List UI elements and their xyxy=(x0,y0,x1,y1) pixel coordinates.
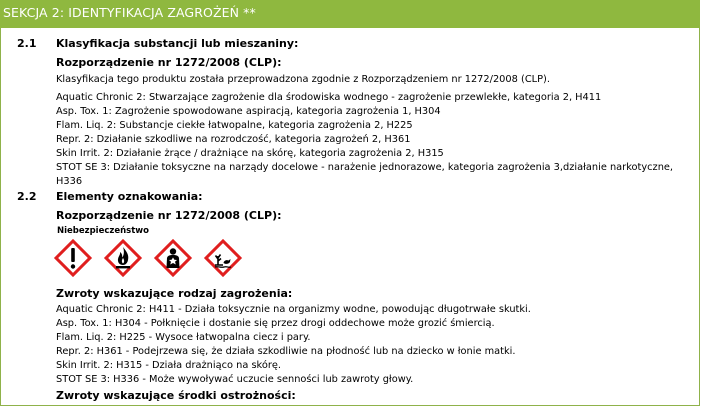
health-hazard-icon xyxy=(153,238,193,278)
hazard-statement-line: STOT SE 3: H336 - Może wywoływać uczucie senności lub zawroty głowy. xyxy=(56,374,414,385)
environment-icon xyxy=(203,238,243,278)
section-title: SEKCJA 2: IDENTYFIKACJA ZAGROŻEŃ ** xyxy=(3,5,256,20)
subsection-number-2-2: 2.2 xyxy=(17,190,37,203)
flame-icon xyxy=(103,238,143,278)
hazard-statement-line: Flam. Liq. 2: H225 - Wysoce łatwopalna ciecz i pary. xyxy=(56,332,311,343)
classification-line: Flam. Liq. 2: Substancje ciekłe łatwopalne, kategoria zagrożenia 2, H225 xyxy=(56,120,413,131)
classification-line: STOT SE 3: Działanie toksyczne na narządy docelowe - narażenie jednorazowe, kategoria zagrożenia 3,działanie narkotyczne, xyxy=(56,162,674,173)
exclamation-icon xyxy=(53,238,93,278)
hazard-statement-line: Aquatic Chronic 2: H411 - Działa toksycznie na organizmy wodne, powodując długotrwałe skutki. xyxy=(56,304,531,315)
precautionary-statements-heading: Zwroty wskazujące środki ostrożności: xyxy=(56,389,296,402)
section-header xyxy=(0,0,700,28)
classification-intro: Klasyfikacja tego produktu została przeprowadzona zgodnie z Rozporządzeniem nr 1272/2008 (CLP). xyxy=(56,74,550,85)
signal-word: Niebezpieczeństwo xyxy=(57,226,149,236)
classification-line: H336 xyxy=(56,176,83,187)
subsection-title-2-1: Klasyfikacja substancji lub mieszaniny: xyxy=(56,37,299,50)
hazard-statements-heading: Zwroty wskazujące rodzaj zagrożenia: xyxy=(56,287,293,300)
hazard-statement-line: Skin Irrit. 2: H315 - Działa drażniąco na skórę. xyxy=(56,360,282,371)
classification-line: Repr. 2: Działanie szkodliwe na rozrodczość, kategoria zagrożeń 2, H361 xyxy=(56,134,411,145)
hazard-statement-line: Repr. 2: H361 - Podejrzewa się, że działa szkodliwie na płodność lub na dziecko w łonie matki. xyxy=(56,346,516,357)
classification-line: Asp. Tox. 1: Zagrożenie spowodowane aspiracją, kategoria zagrożenia 1, H304 xyxy=(56,106,441,117)
hazard-statement-line: Asp. Tox. 1: H304 - Połknięcie i dostanie się przez drogi oddechowe może grozić śmiercią. xyxy=(56,318,495,329)
classification-line: Skin Irrit. 2: Działanie żrące / drażniące na skórę, kategoria zagrożenia 2, H315 xyxy=(56,148,444,159)
classification-line: Aquatic Chronic 2: Stwarzające zagrożenie dla środowiska wodnego - zagrożenie przewlekłe, kategoria 2, H411 xyxy=(56,92,602,103)
regulation-heading-2-1: Rozporządzenie nr 1272/2008 (CLP): xyxy=(56,56,282,69)
regulation-heading-2-2: Rozporządzenie nr 1272/2008 (CLP): xyxy=(56,209,282,222)
hazard-pictograms xyxy=(53,238,253,280)
subsection-title-2-2: Elementy oznakowania: xyxy=(56,190,203,203)
subsection-number-2-1: 2.1 xyxy=(17,37,37,50)
